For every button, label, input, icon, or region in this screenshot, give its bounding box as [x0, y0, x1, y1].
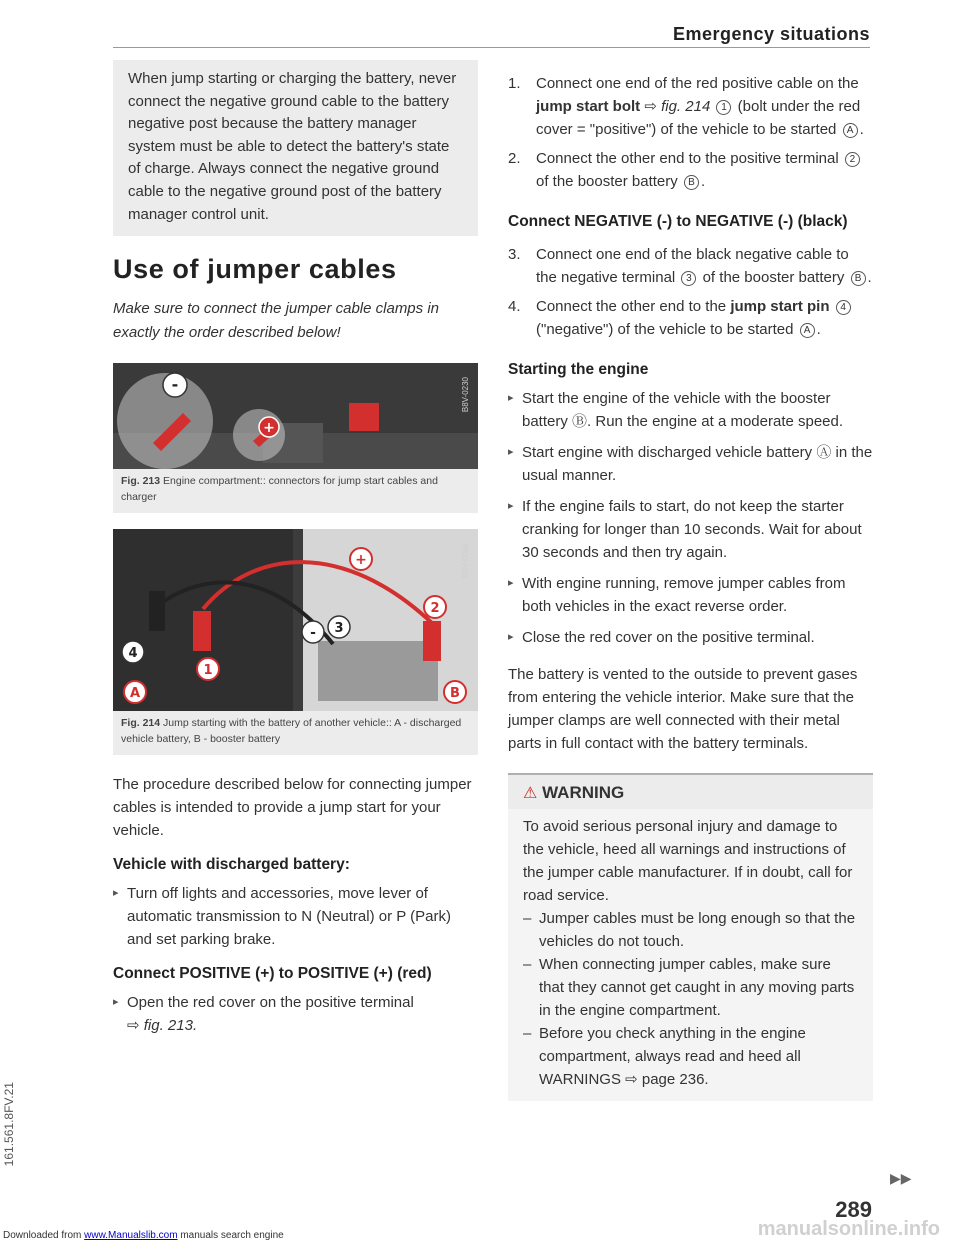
callout-four-marker: 4	[836, 300, 851, 315]
battery-note: When jump starting or charging the battery, never connect the negative ground cable to the battery negative post because the battery manager system must be able to detect the battery's state of charge. Always connect the negative ground cable to the negative ground post of the battery manager control unit.	[113, 60, 478, 236]
step-text: of the booster battery	[702, 269, 845, 286]
figure-code: B8V-0046	[461, 543, 470, 579]
callout-b-marker: B	[851, 271, 866, 286]
starting-heading: Starting the engine	[508, 361, 649, 378]
label-b: B	[450, 686, 460, 702]
manualslib-link[interactable]: www.Manualslib.com	[84, 1230, 178, 1241]
step-text: Connect one end of the red positive cable on the	[536, 75, 859, 92]
callout-two: 2	[430, 601, 440, 617]
vent-text: The battery is vented to the outside to prevent gases from entering the vehicle interior. Make sure that the jumper clamps are well connected with their metal parts in full contact with the battery terminals.	[508, 666, 858, 752]
figure-caption-text: Engine compartment:: connectors for jump start cables and charger	[121, 475, 438, 503]
warning-item: – Before you check anything in the engine compartment, always read and heed all WARNINGS ⇨ page 236.	[523, 1022, 858, 1091]
step-4: 4. Connect the other end to the jump start pin 4 ("negative") of the vehicle to be started A .	[508, 295, 873, 341]
figure-ref-link[interactable]: ⇨ fig. 214	[644, 98, 711, 115]
jump-start-bolt-text: jump start bolt	[536, 98, 641, 115]
footer-prefix: Downloaded from	[3, 1230, 82, 1241]
step-text: ("negative") of the vehicle to be started	[536, 321, 794, 338]
start-bullet: ▸ With engine running, remove jumper cables from both vehicles in the exact reverse order.	[508, 572, 873, 618]
left-column	[113, 60, 478, 1037]
header-rule	[113, 47, 870, 48]
warning-header	[508, 773, 873, 809]
figure-label: Fig. 213	[121, 475, 161, 488]
step-number: 3.	[508, 246, 521, 263]
start-bullet: ▸ Start the engine of the vehicle with the booster battery Ⓑ. Run the engine at a moderate speed.	[508, 387, 873, 433]
start-bullet: ▸ Start engine with discharged vehicle battery Ⓐ in the usual manner.	[508, 441, 873, 487]
callout-one: 1	[203, 663, 213, 679]
callout-b-marker: B	[684, 175, 699, 190]
figure-label: Fig. 214	[121, 717, 161, 730]
callout-three: 3	[334, 621, 344, 637]
positive-heading: Connect POSITIVE (+) to POSITIVE (+) (red)	[113, 965, 432, 983]
positive-bullet-ref[interactable]: ⇨ fig. 213.	[127, 1017, 198, 1035]
footer	[3, 1230, 284, 1241]
positive-bullet	[113, 991, 478, 1037]
callout-two-marker: 2	[845, 152, 860, 167]
callout-a-marker: A	[843, 123, 858, 138]
step-text: of the booster battery	[536, 173, 678, 190]
watermark: manualsonline.info	[757, 1218, 940, 1240]
warning-item: – Jumper cables must be long enough so that the vehicles do not touch.	[523, 907, 858, 953]
jump-start-illustration	[113, 529, 478, 711]
discharged-heading: Vehicle with discharged battery:	[113, 856, 350, 874]
step-number: 1.	[508, 75, 521, 92]
section-title: Use of jumper cables	[113, 254, 397, 285]
minus-mark: -	[310, 625, 316, 642]
figure-213-image	[113, 363, 478, 469]
start-bullet: ▸ If the engine fails to start, do not keep the starter cranking for longer than 10 seconds. Wait for about 30 seconds and then try again.	[508, 495, 873, 564]
warning-intro: To avoid serious personal injury and damage to the vehicle, heed all warnings and instructions of the jumper cable manufacturer. If in doubt, call for road service.	[523, 818, 853, 904]
page-number: 289	[835, 1197, 872, 1222]
callout-a-marker: A	[800, 323, 815, 338]
right-column	[508, 60, 873, 1101]
positive-bullet-text: Open the red cover on the positive terminal	[127, 994, 414, 1012]
procedure-text: The procedure described below for connecting jumper cables is intended to provide a jump start for your vehicle.	[113, 776, 472, 840]
negative-heading: Connect NEGATIVE (-) to NEGATIVE (-) (black)	[508, 213, 848, 230]
plus-mark: +	[263, 420, 275, 437]
warning-title: WARNING	[542, 783, 625, 802]
step-text: Connect the other end to the	[536, 298, 727, 315]
callout-one-marker: 1	[716, 100, 731, 115]
step-2: 2. Connect the other end to the positive terminal 2 of the booster battery B .	[508, 147, 873, 193]
start-bullet: ▸ Close the red cover on the positive terminal.	[508, 626, 873, 649]
callout-four: 4	[128, 646, 138, 662]
intro-text: Make sure to connect the jumper cable clamps in exactly the order described below!	[113, 300, 439, 342]
step-text: Connect one end of the black negative cable to the negative terminal	[536, 246, 849, 286]
figure-214-image	[113, 529, 478, 711]
warning-body	[508, 809, 873, 1101]
step-1: 1. Connect one end of the red positive cable on the jump start bolt ⇨ fig. 214 1 (bolt under the red cover = "positive") of the vehicle to be started A .	[508, 72, 873, 141]
section-header: Emergency situations	[672, 24, 870, 44]
callout-three-marker: 3	[681, 271, 696, 286]
label-a: A	[129, 686, 141, 702]
footer-suffix: manuals search engine	[180, 1230, 284, 1241]
step-number: 2.	[508, 150, 521, 167]
figure-213-caption	[113, 469, 478, 513]
step-number: 4.	[508, 298, 521, 315]
minus-mark: -	[171, 375, 179, 395]
step-text: Connect the other end to the positive terminal	[536, 150, 839, 167]
jump-start-pin-text: jump start pin	[730, 298, 830, 315]
figure-214-caption	[113, 711, 478, 755]
side-code: 161.561.8FV.21	[2, 1082, 16, 1167]
step-3: 3. Connect one end of the black negative cable to the negative terminal 3 of the booster battery B .	[508, 243, 873, 289]
discharged-bullet: ▸ Turn off lights and accessories, move lever of automatic transmission to N (Neutral) or P (Park) and set parking brake.	[113, 882, 478, 951]
figure-code: B8V-0230	[461, 377, 470, 413]
step-text: (bolt under the red cover = "positive") of the vehicle to be started	[536, 98, 861, 138]
plus-mark: +	[355, 552, 367, 569]
engine-compartment-illustration	[113, 363, 478, 469]
continue-arrow-icon: ▶▶	[890, 1170, 912, 1186]
warning-item: – When connecting jumper cables, make sure that they cannot get caught in any moving parts in the engine compartment.	[523, 953, 858, 1022]
warning-icon: ⚠	[523, 785, 538, 802]
figure-caption-text: Jump starting with the battery of another vehicle:: A - discharged vehicle battery, B - booster battery	[121, 717, 462, 745]
